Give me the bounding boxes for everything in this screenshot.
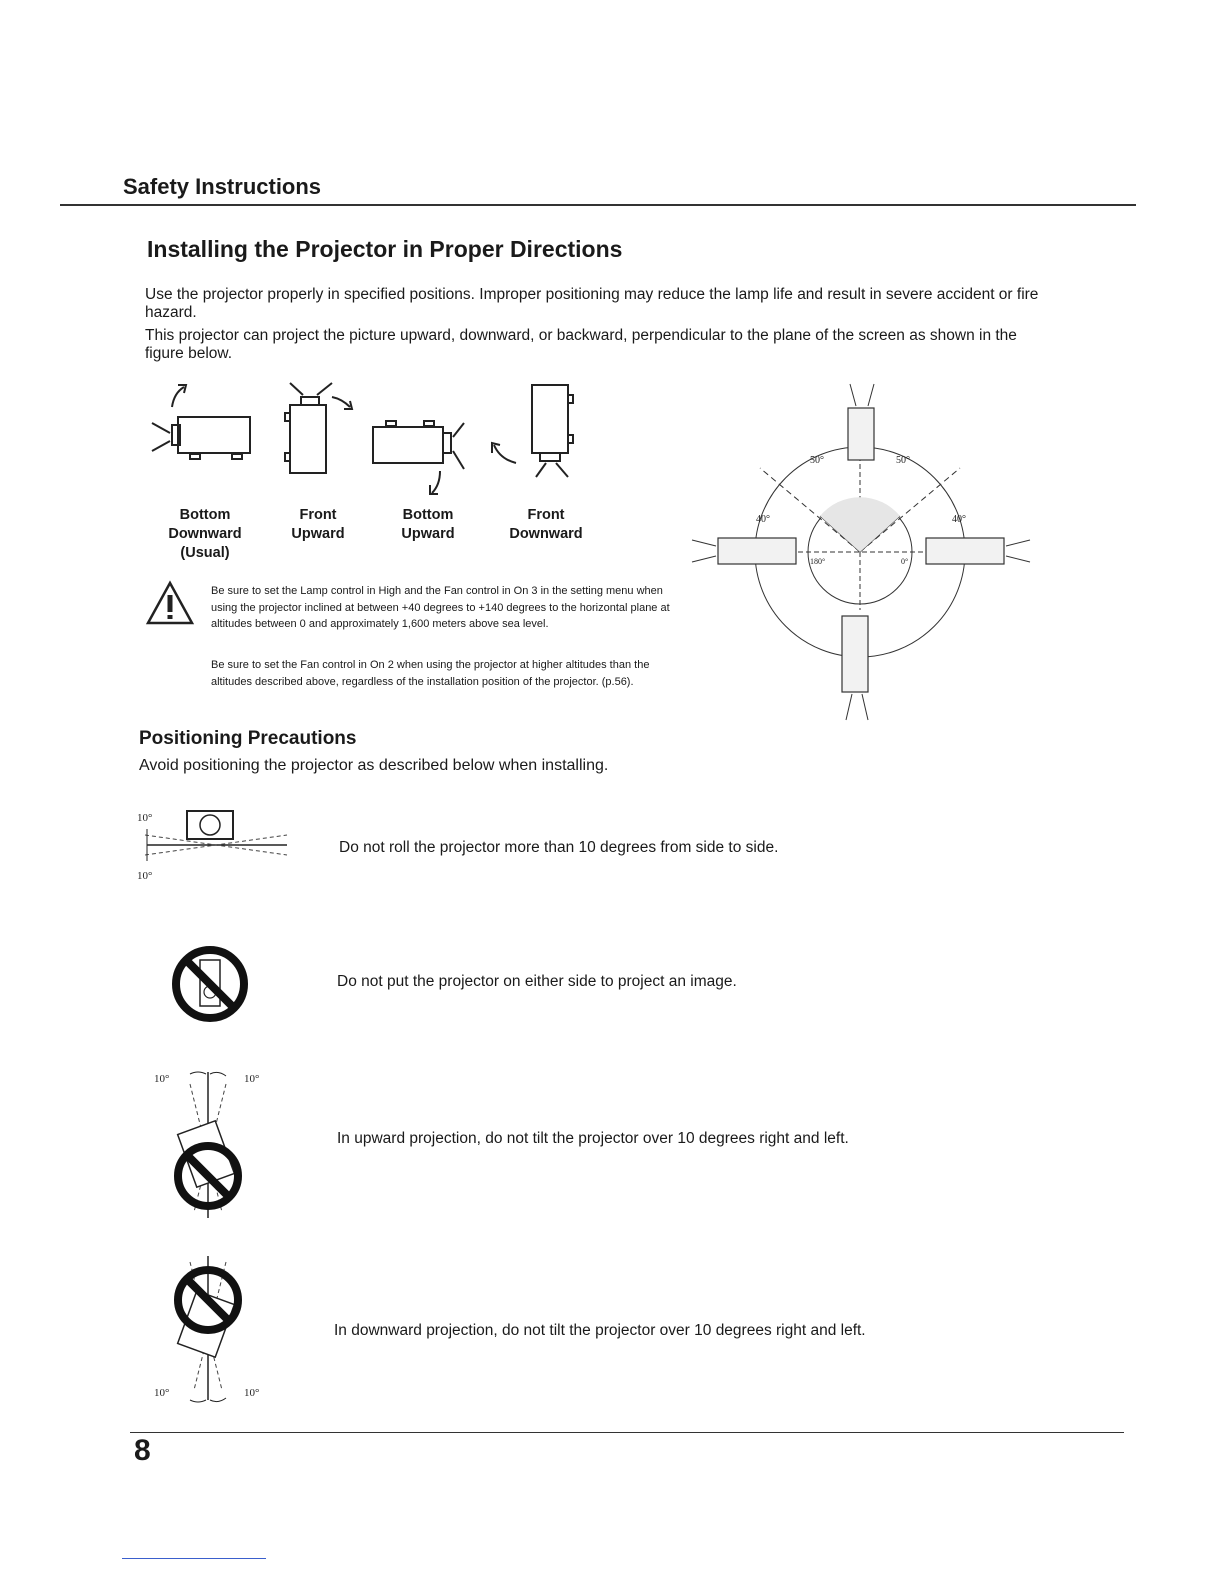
page-number: 8: [134, 1434, 151, 1467]
roll-limit-illustration: [135, 805, 295, 885]
no-side-projection-icon: [170, 944, 250, 1024]
warning-text-2: Be sure to set the Fan control in On 2 when using the projector at higher altitudes than the altitudes described above, regardless of the installation position of the projector. (p.56).: [211, 659, 650, 688]
bottom-link-rule: [122, 1558, 266, 1559]
downward-tilt-label-left: 10°: [154, 1387, 170, 1399]
header-divider: [60, 204, 1136, 206]
upward-tilt-label-right: 10°: [244, 1073, 260, 1085]
position-label-front-upward: [276, 506, 360, 544]
angle-label-0: 0°: [901, 557, 909, 566]
angle-label-40-right: 40°: [952, 514, 966, 525]
position-label-line: (Usual): [180, 545, 230, 561]
roll-angle-label-top: 10°: [137, 812, 153, 824]
projector-bottom-downward-illustration: [152, 385, 250, 459]
position-label-line: Front: [527, 507, 565, 523]
precaution-upward-tilt-text: In upward projection, do not tilt the projector over 10 degrees right and left.: [337, 1130, 849, 1147]
position-label-line: Upward: [291, 526, 345, 542]
upward-tilt-limit-illustration: [150, 1062, 280, 1222]
intro-paragraph-2: This projector can project the picture upward, downward, or backward, perpendicular to the plane of the screen as shown in the figure below.: [145, 327, 1017, 362]
angle-label-50-right: 50°: [896, 455, 910, 466]
warning-text-1: Be sure to set the Lamp control in High and the Fan control in On 3 in the setting menu when using the projector inclined at between +40 degrees to +140 degrees to the horizontal plane at altitudes between 0 and approximately 1,600 meters above sea level.: [211, 585, 670, 630]
position-label-line: Upward: [401, 526, 455, 542]
downward-tilt-limit-illustration: [150, 1252, 280, 1412]
precautions-title: Positioning Precautions: [139, 728, 357, 749]
angle-label-40-left: 40°: [756, 514, 770, 525]
position-label-front-downward: [498, 506, 594, 544]
warning-icon: [145, 580, 195, 626]
projector-bottom-upward-illustration: [373, 421, 464, 494]
footer-divider: [130, 1432, 1124, 1433]
position-label-line: Downward: [509, 526, 583, 542]
precautions-intro: Avoid positioning the projector as described below when installing.: [139, 757, 609, 774]
position-label-bottom-downward: [160, 506, 250, 563]
position-label-line: Downward: [168, 526, 242, 542]
section-title: Safety Instructions: [123, 174, 322, 199]
position-illustrations: [140, 375, 600, 505]
installation-angle-diagram: [690, 380, 1035, 725]
upward-tilt-label-left: 10°: [154, 1073, 170, 1085]
precaution-downward-tilt-text: In downward projection, do not tilt the projector over 10 degrees right and left.: [334, 1322, 866, 1339]
precaution-side-text: Do not put the projector on either side to project an image.: [337, 973, 737, 990]
angle-label-180: 180°: [810, 557, 826, 566]
position-label-line: Bottom: [179, 507, 231, 523]
intro-paragraph-1: Use the projector properly in specified positions. Improper positioning may reduce the lamp life and result in severe accident or fire hazard.: [145, 286, 1039, 321]
projector-front-downward-illustration: [492, 385, 573, 477]
page-title: Installing the Projector in Proper Directions: [147, 236, 623, 262]
precaution-roll-text: Do not roll the projector more than 10 degrees from side to side.: [339, 839, 779, 856]
projector-front-upward-illustration: [285, 383, 352, 473]
position-label-bottom-upward: [386, 506, 470, 544]
position-label-line: Front: [299, 507, 337, 523]
position-label-line: Bottom: [402, 507, 454, 523]
roll-angle-label-bottom: 10°: [137, 870, 153, 882]
angle-label-50-left: 50°: [810, 455, 824, 466]
downward-tilt-label-right: 10°: [244, 1387, 260, 1399]
